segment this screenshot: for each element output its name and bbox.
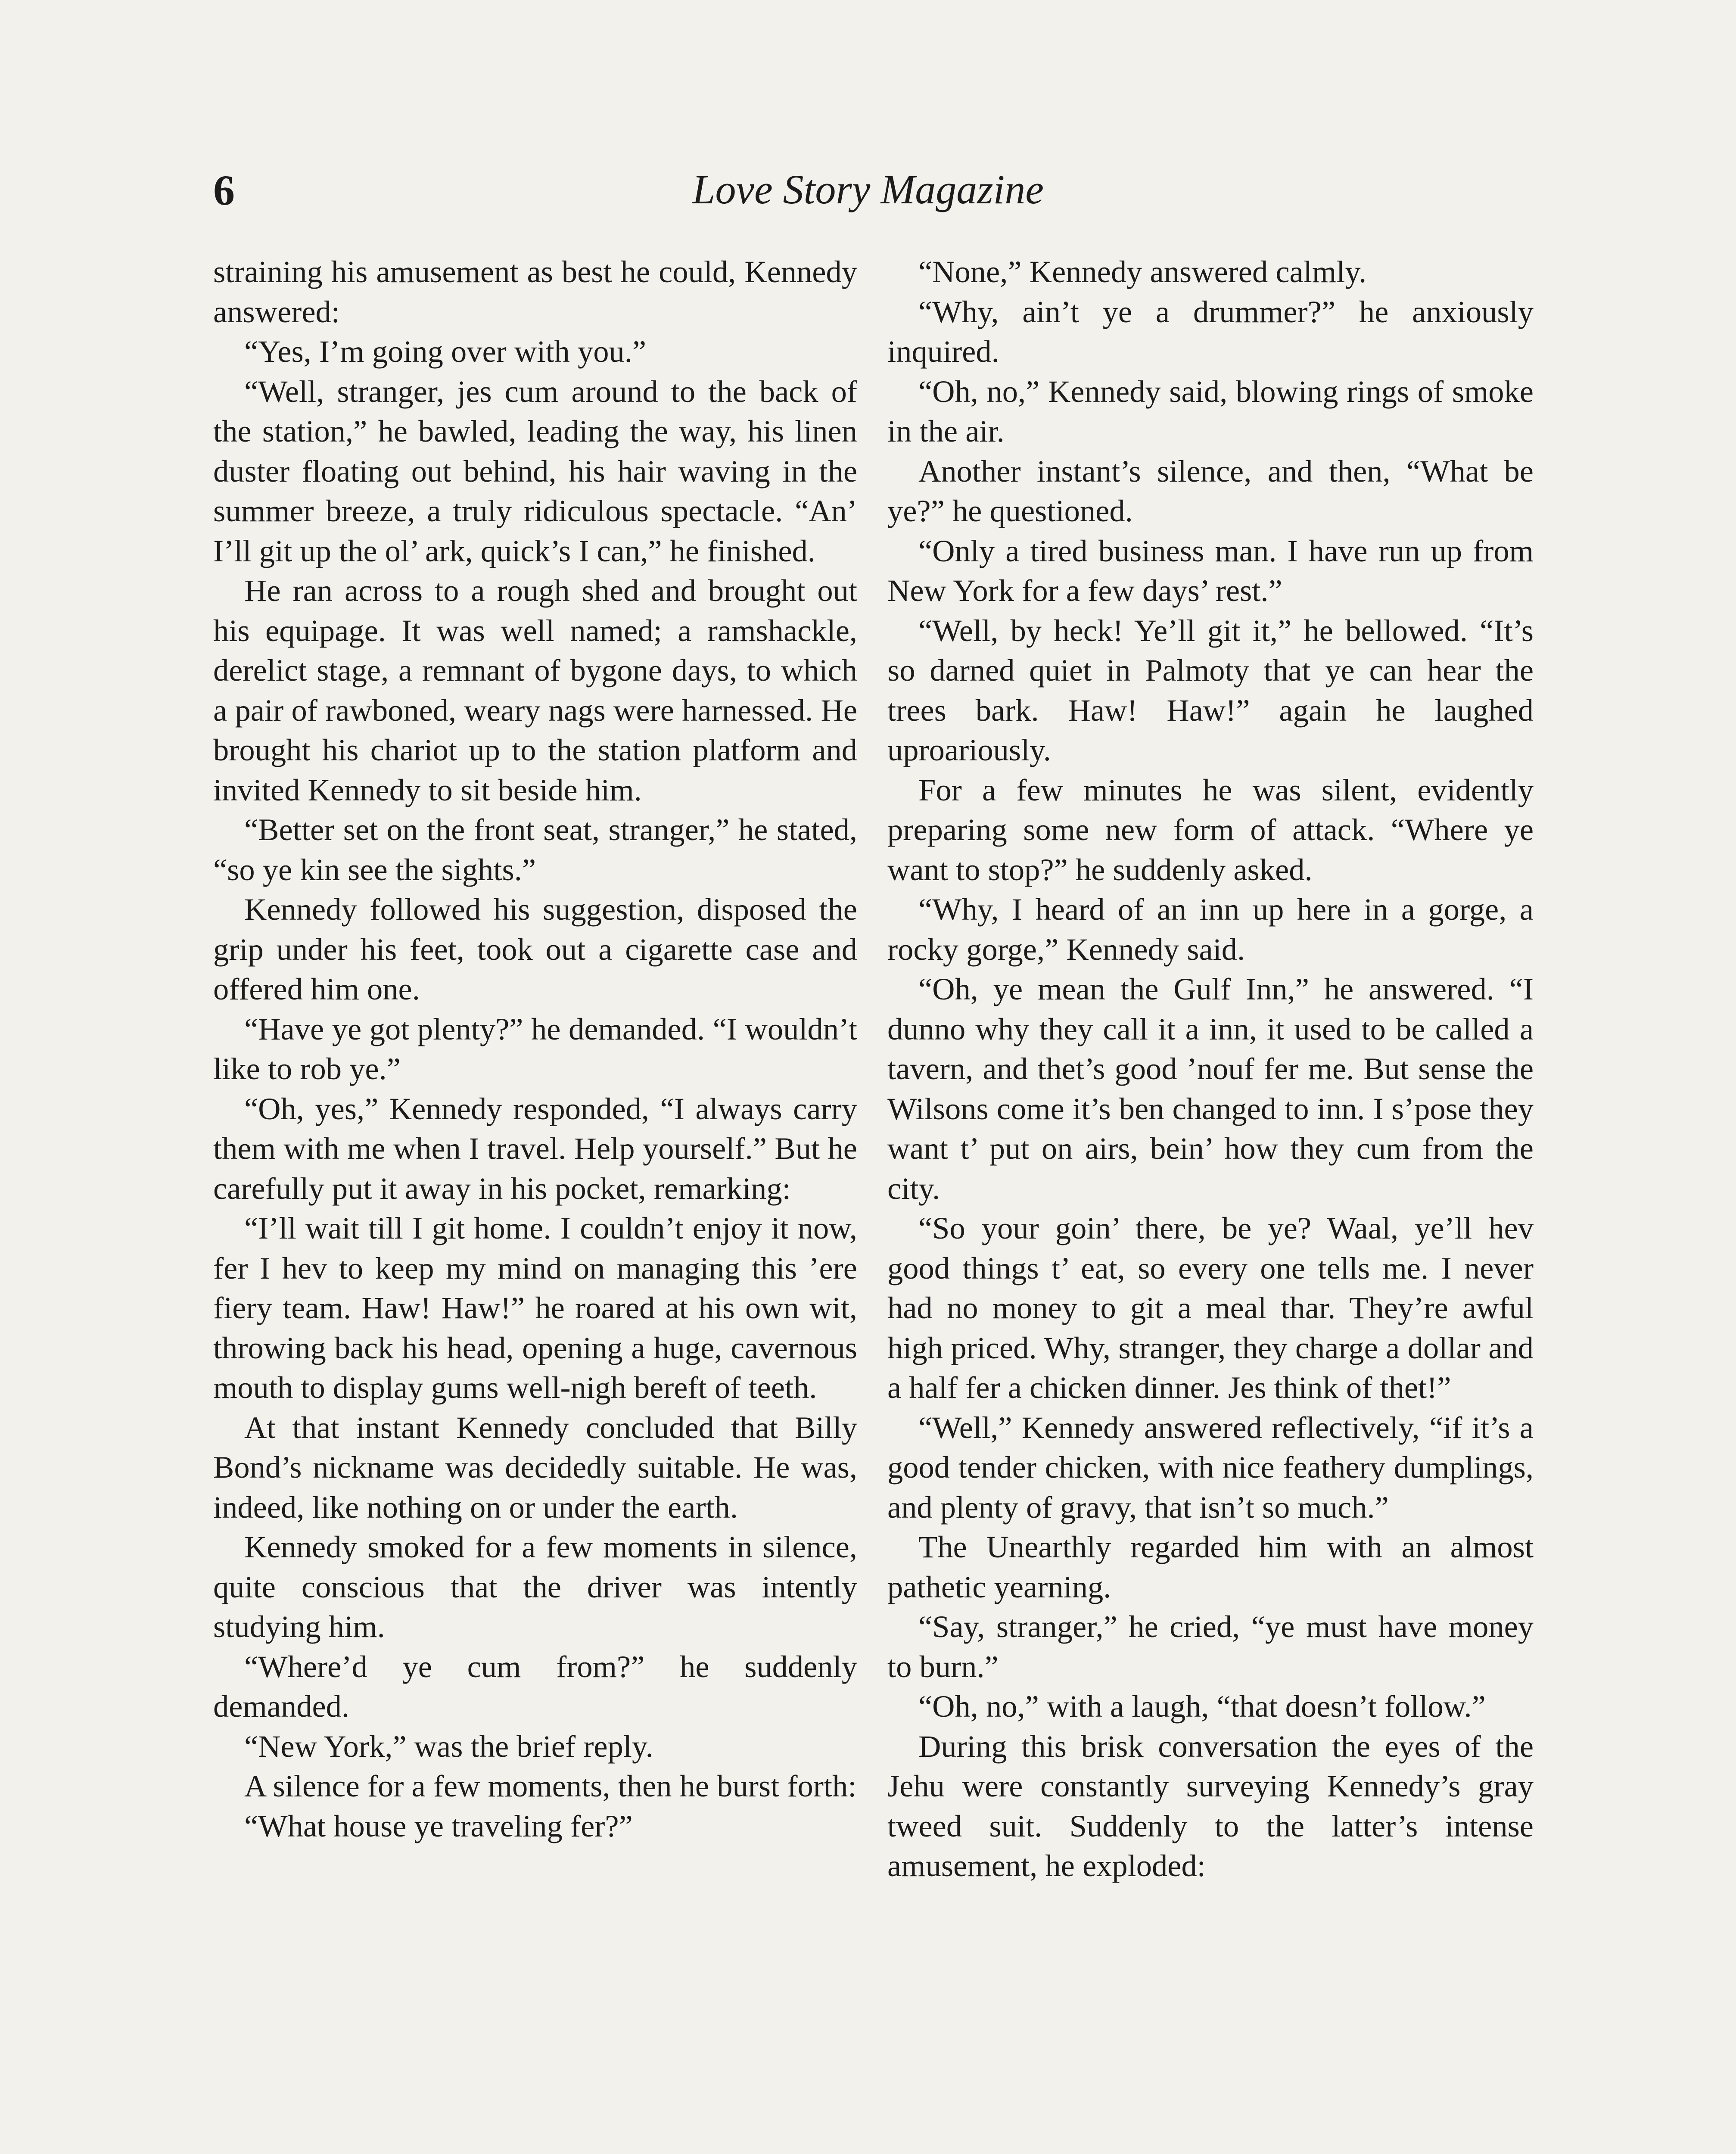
paragraph: “Have ye got plenty?” he demanded. “I wouldn’t like to rob ye.”	[213, 1011, 857, 1086]
paragraph: “Only a tired business man. I have run up from New York for a few days’ rest.”	[887, 533, 1534, 608]
paragraph: “New York,” was the brief reply.	[244, 1728, 653, 1764]
left-column	[213, 252, 857, 1846]
paragraph: Another instant’s silence, and then, “What be ye?” he questioned.	[887, 453, 1534, 528]
paragraph: “Where’d ye cum from?” he suddenly demanded.	[213, 1649, 857, 1724]
paragraph: “What house ye traveling fer?”	[244, 1808, 633, 1843]
paragraph: “Why, I heard of an inn up here in a gorge, a rocky gorge,” Kennedy said.	[887, 892, 1534, 967]
paragraph: “Why, ain’t ye a drummer?” he anxiously inquired.	[887, 294, 1534, 369]
paragraph: “I’ll wait till I git home. I couldn’t enjoy it now, fer I hev to keep my mind on managing this ’ere fiery team. Haw! Haw!” he roared at his own wit, throwing back his head, opening a huge, cavernous mouth to display gums well-nigh bereft of teeth.	[213, 1211, 857, 1405]
paragraph: During this brisk conversation the eyes of the Jehu were constantly surveying Kennedy’s gray tweed suit. Suddenly to the latter’s intense amusement, he exploded:	[887, 1728, 1534, 1883]
paragraph: “Oh, ye mean the Gulf Inn,” he answered. “I dunno why they call it a inn, it used to be called a tavern, and thet’s good ’nouf fer me. But sense the Wilsons come it’s ben changed to inn. I s’pose they want t’ put on airs, bein’ how they cum from the city.	[887, 971, 1534, 1206]
paragraph: “Well,” Kennedy answered reflectively, “if it’s a good tender chicken, with nice feathery dumplings, and plenty of gravy, that isn’t so much.”	[887, 1410, 1534, 1525]
paragraph: For a few minutes he was silent, evidently preparing some new form of attack. “Where ye want to stop?” he suddenly asked.	[887, 772, 1534, 887]
paragraph: “Well, stranger, jes cum around to the back of the station,” he bawled, leading the way, his linen duster floating out behind, his hair waving in the summer breeze, a truly ridiculous spectacle. “An’ I’ll git up the ol’ ark, quick’s I can,” he finished.	[213, 374, 857, 568]
page-number: 6	[213, 166, 235, 214]
paragraph: “So your goin’ there, be ye? Waal, ye’ll hev good things t’ eat, so every one tells me. I never had no money to git a meal thar. They’re awful high priced. Why, stranger, they charge a dollar and a half fer a chicken dinner. Jes think of thet!”	[887, 1211, 1534, 1405]
paragraph: He ran across to a rough shed and brought out his equipage. It was well named; a ramshackle, derelict stage, a remnant of bygone days, to which a pair of rawboned, weary nags were harnessed. He brought his chariot up to the station platform and invited Kennedy to sit beside him.	[213, 573, 857, 807]
paragraph: “Well, by heck! Ye’ll git it,” he bellowed. “It’s so darned quiet in Palmoty that ye can hear the trees bark. Haw! Haw!” again he laughed uproariously.	[887, 613, 1534, 767]
paragraph: At that instant Kennedy concluded that Billy Bond’s nickname was decidedly suitable. He was, indeed, like nothing on or under the earth.	[213, 1410, 857, 1525]
right-column	[887, 252, 1534, 1886]
running-head: Love Story Magazine	[692, 166, 1044, 212]
paragraph: “Yes, I’m going over with you.”	[244, 334, 647, 369]
paragraph: Kennedy smoked for a few moments in silence, quite conscious that the driver was intently studying him.	[213, 1529, 857, 1644]
paragraph: “Oh, no,” Kennedy said, blowing rings of smoke in the air.	[887, 374, 1534, 448]
paragraph: A silence for a few moments, then he burst forth:	[244, 1768, 857, 1803]
paragraph: “Oh, no,” with a laugh, “that doesn’t follow.”	[918, 1689, 1486, 1724]
paragraph: “None,” Kennedy answered calmly.	[918, 254, 1367, 289]
paragraph: straining his amusement as best he could, Kennedy answered:	[213, 254, 857, 329]
paragraph: The Unearthly regarded him with an almost pathetic yearning.	[887, 1529, 1534, 1604]
paragraph: “Say, stranger,” he cried, “ye must have money to burn.”	[887, 1609, 1534, 1684]
paragraph: “Better set on the front seat, stranger,” he stated, “so ye kin see the sights.”	[213, 812, 857, 887]
paragraph: Kennedy followed his suggestion, disposed the grip under his feet, took out a cigarette case and offered him one.	[213, 892, 857, 1006]
paragraph: “Oh, yes,” Kennedy responded, “I always carry them with me when I travel. Help yourself.” But he carefully put it away in his pocket, remarking:	[213, 1091, 857, 1206]
